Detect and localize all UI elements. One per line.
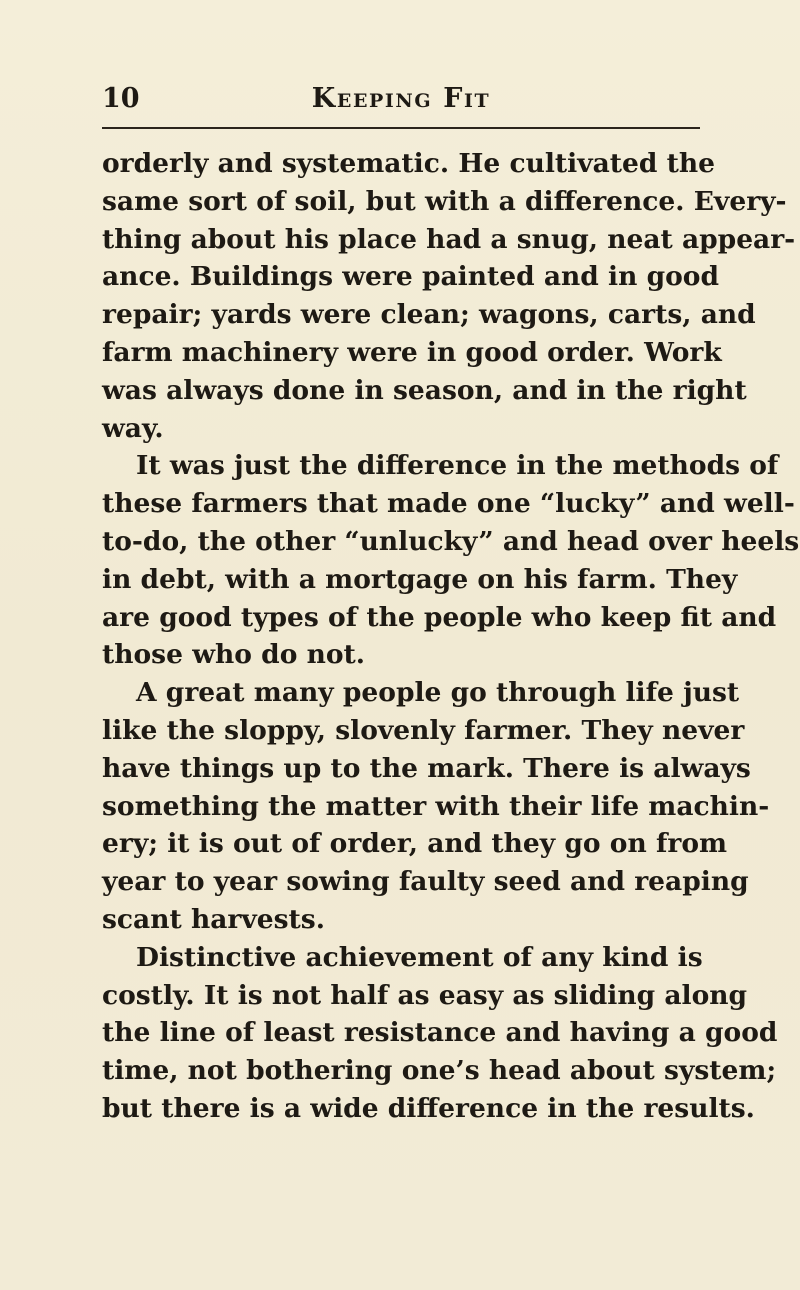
page-number: 10 <box>102 83 140 114</box>
text-line: but there is a wide difference in the results. <box>102 1092 755 1124</box>
text-line: costly. It is not half as easy as sliding along <box>102 979 748 1011</box>
header-rule <box>102 127 700 129</box>
text-line: the line of least resistance and having a good <box>102 1017 778 1049</box>
text-line: way. <box>102 412 164 444</box>
running-title: Keeping Fit <box>311 83 491 114</box>
text-line: like the sloppy, slovenly farmer. They never <box>102 714 745 746</box>
text-line: repair; yards were clean; wagons, carts, and <box>102 299 756 331</box>
text-line: same sort of soil, but with a difference. Every- <box>102 185 787 217</box>
body-text <box>102 145 800 1128</box>
text-line: ance. Buildings were painted and in good <box>102 261 719 293</box>
text-line: farm machinery were in good order. Work <box>102 336 722 368</box>
text-line: have things up to the mark. There is always <box>102 752 751 784</box>
text-line: year to year sowing faulty seed and reaping <box>102 866 749 898</box>
text-line: It was just the difference in the methods of <box>136 450 779 482</box>
text-line: ery; it is out of order, and they go on from <box>102 828 728 860</box>
text-line: these farmers that made one “lucky” and well- <box>102 488 795 520</box>
text-line: A great many people go through life just <box>136 677 740 709</box>
text-line: in debt, with a mortgage on his farm. They <box>102 563 738 595</box>
running-head <box>102 82 700 122</box>
text-line: are good types of the people who keep fit and <box>102 601 777 633</box>
text-line: something the matter with their life machin- <box>102 790 770 822</box>
text-line: scant harvests. <box>102 903 325 935</box>
text-line: time, not bothering one’s head about system; <box>102 1055 777 1087</box>
text-line: Distinctive achievement of any kind is <box>136 941 703 973</box>
text-line: was always done in season, and in the right <box>102 374 747 406</box>
text-line: those who do not. <box>102 639 366 671</box>
text-line: orderly and systematic. He cultivated the <box>102 148 716 179</box>
text-line: thing about his place had a snug, neat appear- <box>102 223 796 255</box>
text-line: to-do, the other “unlucky” and head over heels <box>102 525 800 557</box>
